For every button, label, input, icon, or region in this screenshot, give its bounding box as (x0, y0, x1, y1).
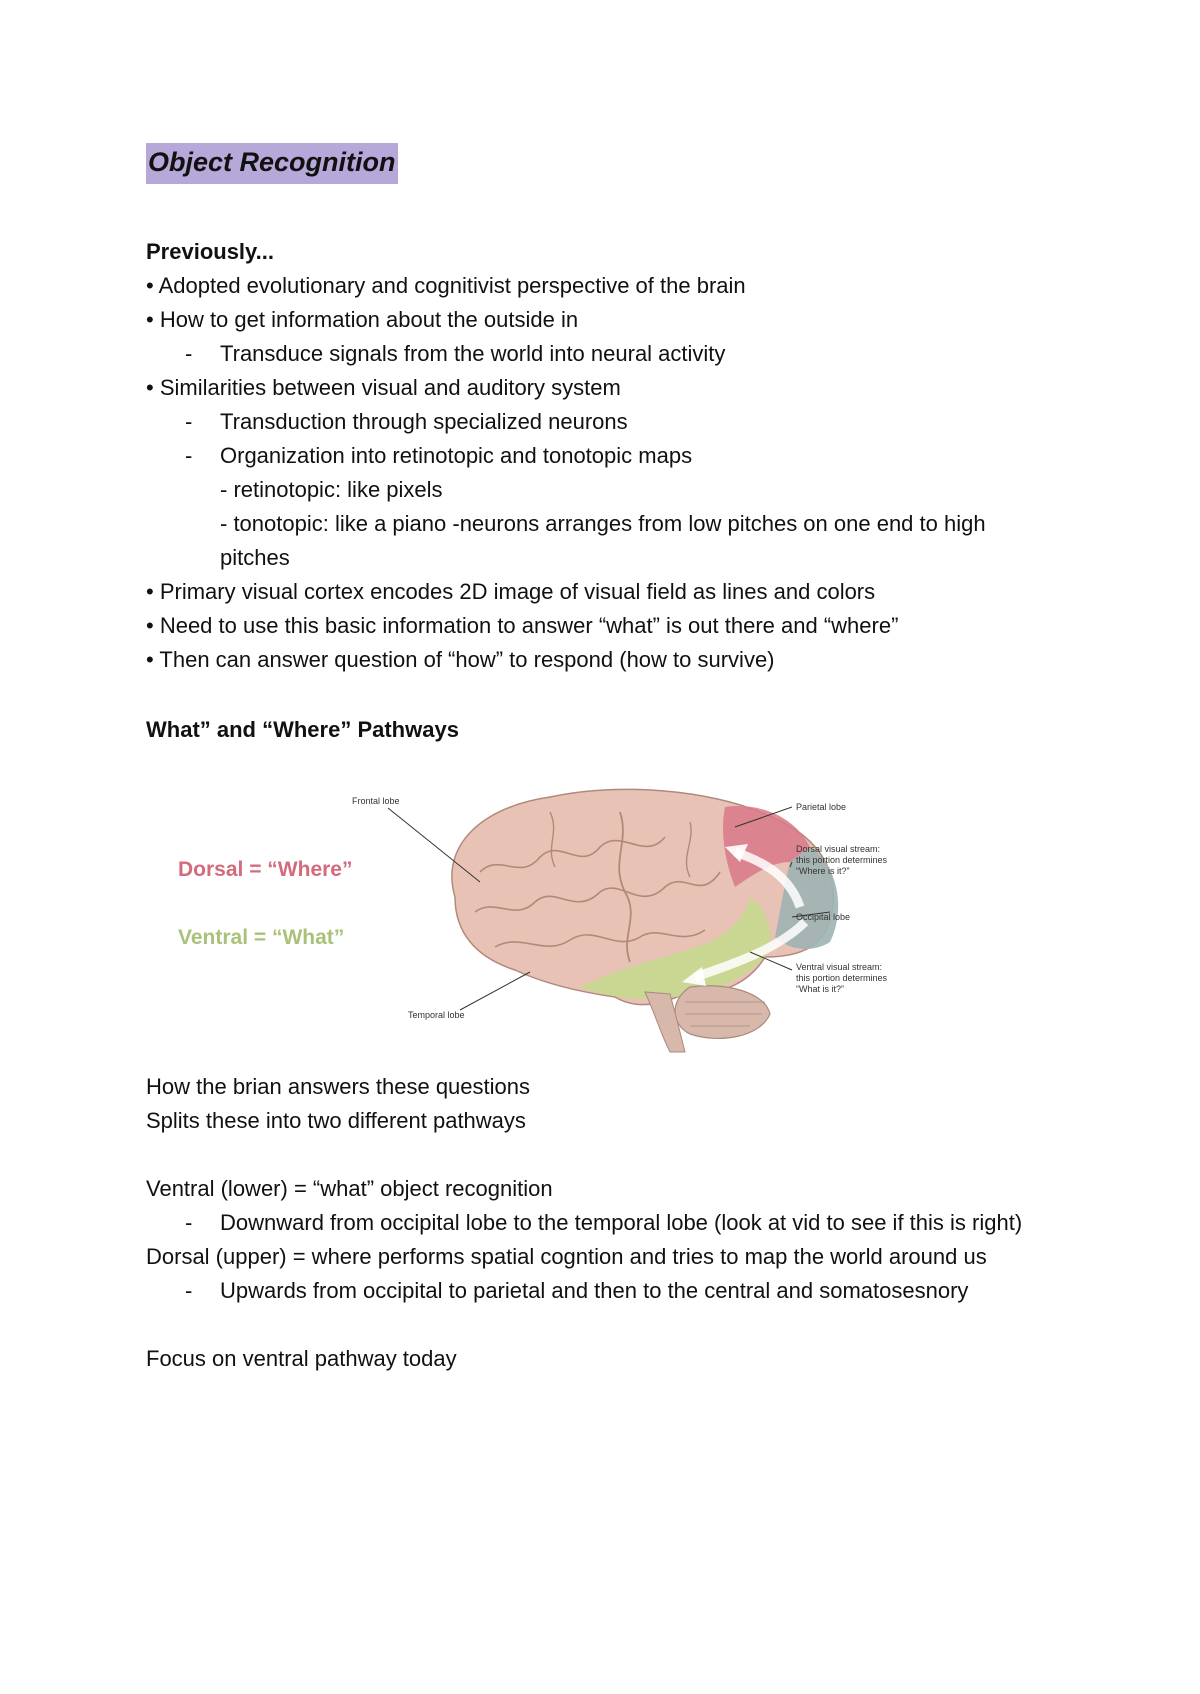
sub-sub-item-continued: pitches (220, 545, 290, 570)
dorsal-stream-label-1: Dorsal visual stream: (796, 844, 881, 854)
ventral-label: Ventral = “What” (178, 926, 345, 949)
body-text: Focus on ventral pathway today (146, 1346, 457, 1371)
dash-marker: - (185, 443, 193, 468)
sub-item: Downward from occipital lobe to the temporal lobe (look at vid to see if this is right) (220, 1210, 1023, 1235)
previously-heading: Previously... (146, 239, 274, 264)
dash-marker: - (185, 1210, 193, 1235)
brain-pathways-figure (150, 752, 920, 1057)
page-title: Object Recognition (146, 143, 398, 184)
ventral-stream-label-1: Ventral visual stream: (796, 962, 883, 972)
bullet-item: • Similarities between visual and auditory system (146, 375, 621, 400)
sub-item: Transduction through specialized neurons (220, 409, 628, 434)
dorsal-stream-label-3: “Where is it?” (796, 866, 850, 876)
dash-marker: - (185, 1278, 193, 1303)
bullet-item: • Then can answer question of “how” to respond (how to survive) (146, 647, 775, 672)
dorsal-stream-label-2: this portion determines (796, 855, 888, 865)
sub-item: Transduce signals from the world into neural activity (220, 341, 726, 366)
body-text: How the brian answers these questions (146, 1074, 530, 1099)
bullet-item: • Adopted evolutionary and cognitivist perspective of the brain (146, 273, 746, 298)
sub-sub-item: - retinotopic: like pixels (220, 477, 443, 502)
bullet-item: • How to get information about the outside in (146, 307, 579, 332)
frontal-lobe-label: Frontal lobe (352, 796, 400, 806)
bullet-item: • Primary visual cortex encodes 2D image of visual field as lines and colors (146, 579, 876, 604)
brain-diagram (150, 752, 920, 1057)
ventral-stream-label-2: this portion determines (796, 973, 888, 983)
bullet-item: • Need to use this basic information to answer “what” is out there and “where” (146, 613, 899, 638)
sub-sub-item: - tonotopic: like a piano -neurons arranges from low pitches on one end to high (220, 511, 986, 536)
sub-item: Upwards from occipital to parietal and then to the central and somatosesnory (220, 1278, 969, 1303)
ventral-stream-label-3: “What is it?” (796, 984, 845, 994)
body-text: Splits these into two different pathways (146, 1108, 526, 1133)
parietal-lobe-label: Parietal lobe (796, 802, 847, 812)
dash-marker: - (185, 341, 193, 366)
sub-item: Organization into retinotopic and tonotopic maps (220, 443, 693, 468)
occipital-lobe-label: Occipital lobe (796, 912, 851, 922)
temporal-lobe-label: Temporal lobe (408, 1010, 465, 1020)
pathways-heading: What” and “Where” Pathways (146, 717, 459, 742)
body-text: Dorsal (upper) = where performs spatial cogntion and tries to map the world around us (146, 1244, 987, 1269)
dorsal-label: Dorsal = “Where” (178, 858, 353, 881)
body-text: Ventral (lower) = “what” object recognition (146, 1176, 553, 1201)
dash-marker: - (185, 409, 193, 434)
